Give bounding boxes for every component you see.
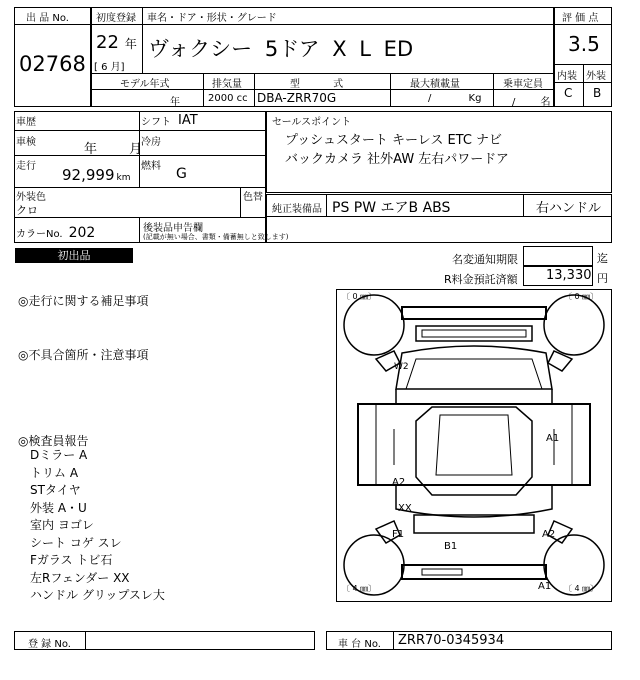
sales-point-label: セールスポイント — [272, 117, 352, 128]
equipment-label: 純正装備品 — [272, 204, 322, 215]
damage-mark-xx: XX — [398, 503, 412, 514]
damage-mark-w2: W2 — [394, 362, 409, 372]
type-label: 型 式 — [290, 79, 344, 90]
first-listing-text: 初出品 — [57, 249, 91, 262]
equipment-value: PS PW エアB ABS — [332, 200, 451, 216]
inspector-item: シート コゲ スレ — [30, 535, 122, 550]
damage-mark-a1-rear: A1 — [538, 581, 552, 592]
sales-point-line2: バックカメラ 社外AW 左右パワードア — [285, 152, 509, 167]
supplement-heading: ◎走行に関する補足事項 — [18, 294, 149, 308]
damage-mark-a2-left: A2 — [392, 477, 406, 488]
year-unit: 年 — [124, 37, 137, 51]
recycle-unit: 円 — [597, 272, 608, 285]
registration-label: 登 録 No. — [28, 639, 71, 650]
wheel-front-left — [344, 295, 404, 355]
exterior-label: 外装 — [586, 71, 606, 82]
interior-label: 内装 — [557, 71, 577, 82]
shift-label: シフト — [141, 117, 171, 128]
tire-front-right-label: 〔 0 ㎜〕 — [564, 292, 599, 301]
score: 3.5 — [568, 32, 600, 56]
history-label: 車歴 — [16, 117, 36, 128]
damage-mark-a2-right: A2 — [542, 529, 556, 540]
car-name-label: 車名・ドア・形状・グレード — [147, 13, 277, 24]
mileage-label: 走行 — [16, 161, 36, 172]
color-change-label: 色替 — [243, 192, 263, 203]
tire-front-left-label: 〔 0 ㎜〕 — [342, 292, 377, 301]
inspection-value: 年 月 — [84, 142, 143, 157]
displacement-label: 排気量 — [212, 79, 242, 90]
capacity-value: / 名 — [512, 97, 551, 108]
max-load-label: 最大積載量 — [410, 79, 460, 90]
tire-rear-left-label: 〔 4 ㎜〕 — [342, 584, 377, 593]
shift-value: IAT — [178, 113, 198, 128]
inspection-label: 車検 — [16, 137, 36, 148]
car-name: ヴォクシー 5ドア X L ED — [148, 37, 414, 61]
damage-mark-b1: B1 — [444, 541, 458, 552]
inspector-item: Fガラス トビ石 — [30, 553, 113, 567]
exterior-grade: B — [593, 86, 602, 100]
damage-mark-f1: F1 — [392, 529, 405, 540]
first-registration-year — [96, 32, 137, 53]
inspector-heading: ◎検査員報告 — [18, 434, 89, 448]
wheel-front-right — [544, 295, 604, 355]
color-value: クロ — [16, 204, 38, 217]
first-registration-month: [ 6 月] — [94, 62, 125, 73]
inspector-item: トリム A — [30, 465, 79, 480]
recycle-label: R料金預託済額 — [444, 273, 518, 286]
aftermarket-note: (記載が無い場合、書類・備蓄無しと致します) — [143, 233, 289, 241]
inspector-item: Dミラー A — [30, 448, 88, 462]
color-label: 外装色 — [16, 192, 46, 203]
inspector-item: ハンドル グリップスレ大 — [30, 588, 165, 602]
lot-number-label: 出 品 No. — [26, 13, 69, 24]
ac-label: 冷房 — [141, 137, 161, 148]
defects-heading: ◎不具合箇所・注意事項 — [18, 348, 149, 362]
inspector-item: 外装 A・U — [30, 500, 87, 515]
handle-value: 右ハンドル — [536, 201, 602, 216]
type-value: DBA-ZRR70G — [257, 91, 337, 105]
damage-mark-a1-right: A1 — [546, 433, 560, 444]
name-change-unit: 迄 — [597, 252, 608, 265]
lot-number: 02768 — [19, 52, 86, 76]
fuel-value: G — [176, 166, 187, 182]
displacement-value: 2000 cc — [208, 93, 248, 104]
max-load-value: / Kg — [428, 93, 482, 104]
car-diagram — [336, 289, 612, 602]
inspector-items — [30, 446, 165, 604]
mileage-number: 92,999 — [62, 166, 115, 184]
color-number — [16, 222, 95, 241]
interior-grade: C — [564, 86, 573, 100]
name-change-field — [523, 246, 593, 266]
sales-point-line1: プッシュスタート キーレス ETC ナビ — [285, 133, 503, 148]
mileage-value — [62, 166, 130, 184]
color-number-label: カラーNo. — [16, 229, 63, 240]
capacity-label: 乗車定員 — [503, 79, 543, 90]
inspector-item: 室内 ヨゴレ — [30, 518, 94, 532]
aftermarket-label: 後装品申告欄 — [143, 223, 203, 234]
name-change-label: 名変通知期限 — [452, 253, 518, 266]
mileage-unit: km — [116, 173, 131, 183]
tire-rear-right-label: 〔 4 ㎜〕 — [564, 584, 599, 593]
first-listing-badge — [15, 248, 133, 263]
chassis-label: 車 台 No. — [338, 639, 381, 650]
first-registration-label: 初度登録 — [96, 13, 136, 24]
year-value: 22 — [96, 32, 119, 53]
inspector-item: STタイヤ — [30, 483, 81, 497]
chassis-value: ZRR70-0345934 — [398, 633, 505, 648]
color-number-value: 202 — [68, 225, 96, 241]
model-year-unit: 年 — [170, 97, 180, 108]
inspector-item: 左Rフェンダー XX — [30, 570, 130, 585]
fuel-label: 燃料 — [141, 161, 161, 172]
recycle-value: 13,330 — [546, 268, 592, 283]
model-year-label: モデル年式 — [120, 79, 170, 90]
score-label: 評 価 点 — [562, 13, 599, 24]
